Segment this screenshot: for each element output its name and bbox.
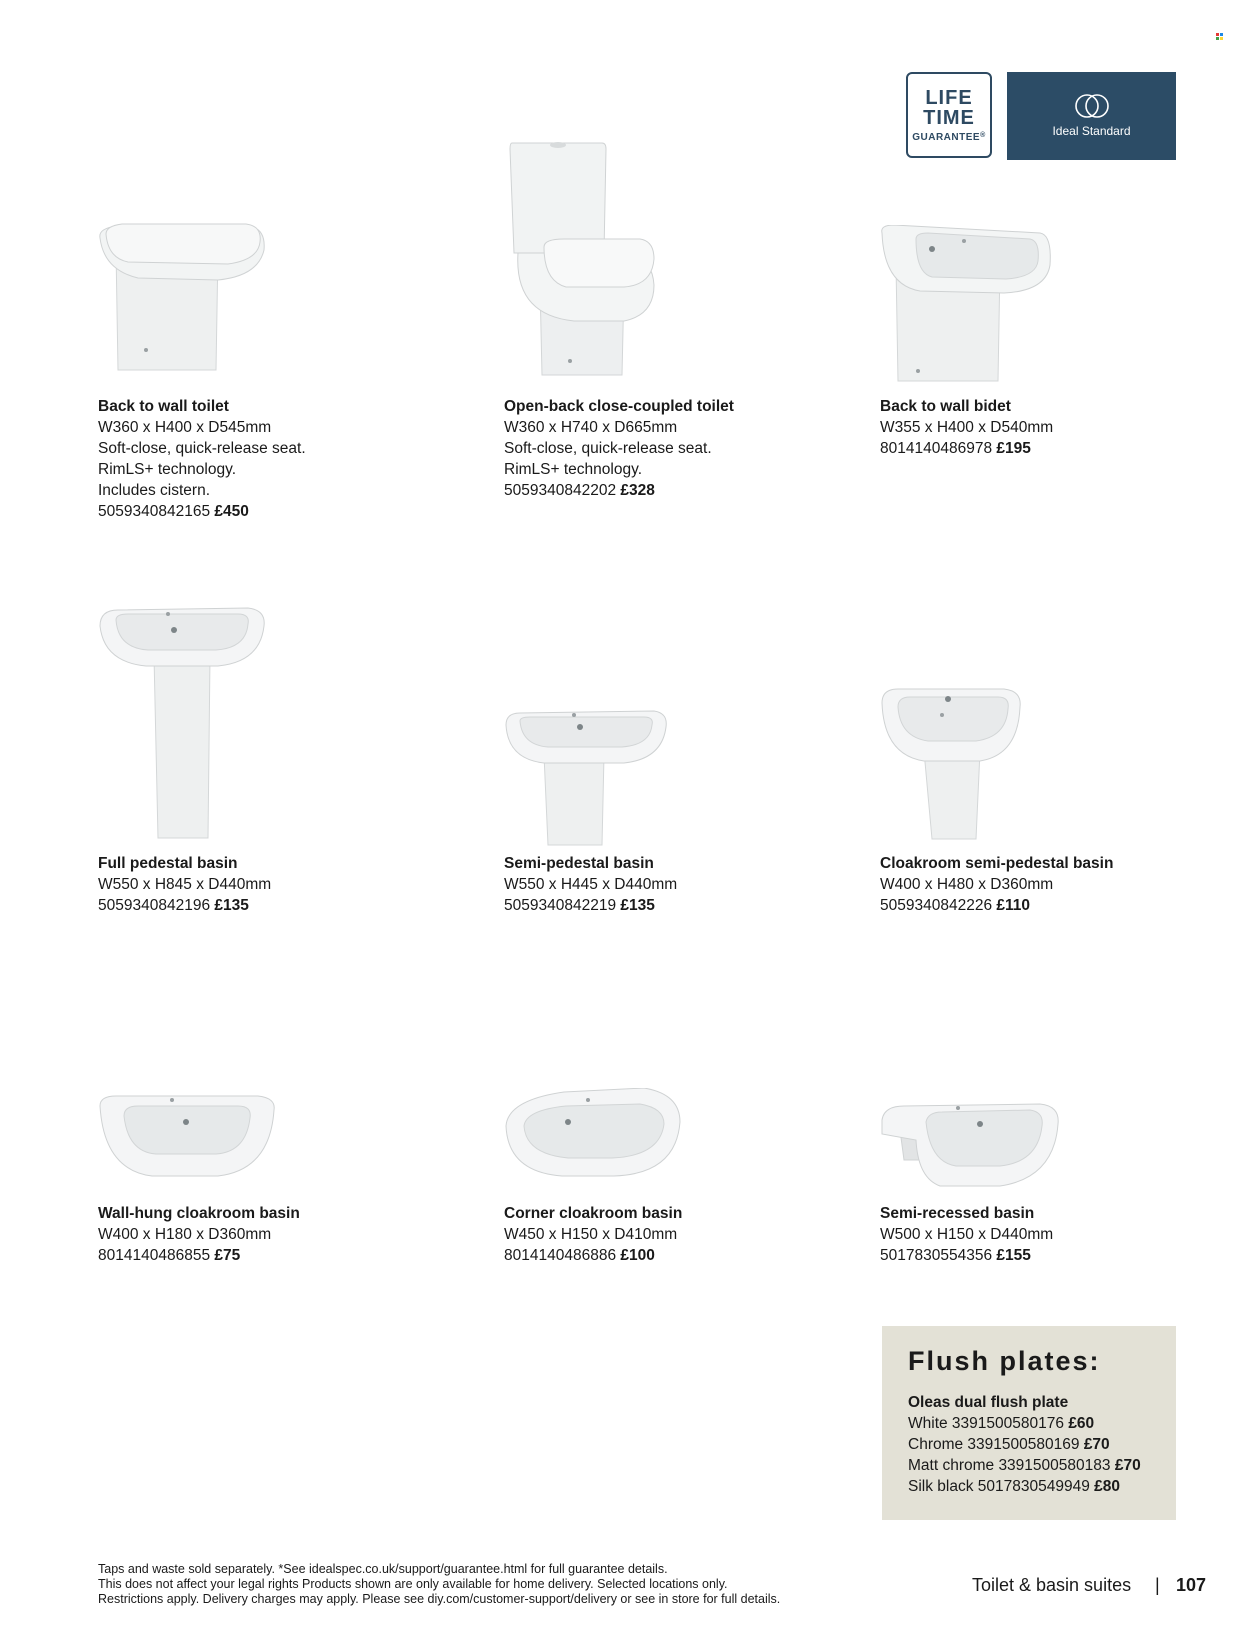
product-dimensions: W360 x H400 x D545mm bbox=[98, 419, 272, 436]
section-title: Toilet & basin suites bbox=[972, 1575, 1132, 1595]
close-coupled-toilet-image bbox=[504, 135, 664, 383]
product-text bbox=[880, 853, 1113, 916]
list-item: White 3391500580176 £60 bbox=[908, 1415, 1095, 1432]
product-title: Full pedestal basin bbox=[98, 855, 238, 872]
product-feature: Soft-close, quick-release seat. bbox=[98, 440, 306, 457]
back-to-wall-toilet-image bbox=[98, 220, 268, 380]
product-text bbox=[504, 1203, 682, 1266]
product-dimensions: W450 x H150 x D410mm bbox=[504, 1226, 678, 1243]
product-dimensions: W400 x H180 x D360mm bbox=[98, 1226, 272, 1243]
list-item: Matt chrome 3391500580183 £70 bbox=[908, 1457, 1141, 1474]
product-feature: RimLS+ technology. bbox=[98, 461, 236, 478]
cloakroom-semi-pedestal-basin-image bbox=[880, 685, 1040, 845]
product-price: £135 bbox=[214, 897, 249, 914]
corner-basin-image bbox=[504, 1088, 684, 1180]
product-price: £110 bbox=[996, 897, 1031, 914]
corner-mark bbox=[1216, 33, 1224, 41]
flush-plate-product: Oleas dual flush plate bbox=[908, 1394, 1069, 1411]
footer-separator: | bbox=[1155, 1575, 1160, 1595]
product-dimensions: W355 x H400 x D540mm bbox=[880, 419, 1054, 436]
bidet-image bbox=[880, 225, 1060, 385]
product-dimensions: W550 x H445 x D440mm bbox=[504, 876, 678, 893]
product-code: 5017830554356 bbox=[880, 1247, 993, 1264]
product-code-price bbox=[880, 895, 1113, 916]
flush-plates-list bbox=[908, 1392, 1141, 1497]
badge-line-3: GUARANTEE® bbox=[912, 132, 986, 143]
product-text bbox=[880, 1203, 1053, 1266]
product-price: £75 bbox=[214, 1247, 241, 1264]
product-code: 8014140486978 bbox=[880, 440, 993, 457]
semi-pedestal-basin-image bbox=[504, 705, 674, 855]
product-price: £195 bbox=[996, 440, 1031, 457]
product-code-price bbox=[98, 1245, 300, 1266]
product-code-price bbox=[880, 438, 1053, 459]
product-code: 5059340842226 bbox=[880, 897, 993, 914]
product-feature: RimLS+ technology. bbox=[504, 461, 642, 478]
product-title: Wall-hung cloakroom basin bbox=[98, 1205, 300, 1222]
legal-line: Taps and waste sold separately. *See idealspec.co.uk/support/guarantee.html for full guarantee details. bbox=[98, 1562, 668, 1576]
product-text bbox=[880, 396, 1053, 459]
product-code: 5059340842165 bbox=[98, 503, 211, 520]
product-code-price bbox=[880, 1245, 1053, 1266]
product-title: Cloakroom semi-pedestal basin bbox=[880, 855, 1114, 872]
product-code-price bbox=[98, 501, 306, 522]
flush-plates-heading: Flush plates: bbox=[908, 1346, 1101, 1376]
page-number: 107 bbox=[1176, 1575, 1207, 1595]
wall-hung-basin-image bbox=[98, 1092, 278, 1182]
lifetime-guarantee-badge bbox=[906, 72, 992, 158]
product-feature: Soft-close, quick-release seat. bbox=[504, 440, 712, 457]
product-price: £328 bbox=[620, 482, 655, 499]
product-code: 8014140486886 bbox=[504, 1247, 617, 1264]
product-code: 5059340842219 bbox=[504, 897, 617, 914]
legal-disclaimer bbox=[98, 1562, 780, 1607]
product-dimensions: W400 x H480 x D360mm bbox=[880, 876, 1054, 893]
list-item: Chrome 3391500580169 £70 bbox=[908, 1436, 1110, 1453]
product-price: £100 bbox=[620, 1247, 655, 1264]
product-price: £135 bbox=[620, 897, 655, 914]
product-title: Semi-recessed basin bbox=[880, 1205, 1035, 1222]
product-dimensions: W360 x H740 x D665mm bbox=[504, 419, 678, 436]
product-code-price bbox=[504, 1245, 682, 1266]
badge-line-1: LIFE bbox=[925, 87, 973, 109]
product-text bbox=[98, 396, 306, 522]
product-feature: Includes cistern. bbox=[98, 482, 210, 499]
interlocking-rings-logo-icon bbox=[1072, 92, 1112, 120]
product-code: 8014140486855 bbox=[98, 1247, 211, 1264]
product-dimensions: W550 x H845 x D440mm bbox=[98, 876, 272, 893]
product-text bbox=[98, 1203, 300, 1266]
product-dimensions: W500 x H150 x D440mm bbox=[880, 1226, 1054, 1243]
flush-plates-panel bbox=[882, 1326, 1176, 1520]
legal-line: This does not affect your legal rights Products shown are only available for home delivery. Selected locations only. bbox=[98, 1577, 728, 1591]
badge-line-2: TIME bbox=[923, 107, 975, 129]
product-code-price bbox=[504, 480, 734, 501]
product-code: 5059340842196 bbox=[98, 897, 211, 914]
product-title: Back to wall bidet bbox=[880, 398, 1011, 415]
product-code: 5059340842202 bbox=[504, 482, 617, 499]
product-title: Semi-pedestal basin bbox=[504, 855, 654, 872]
product-price: £155 bbox=[996, 1247, 1031, 1264]
product-code-price bbox=[98, 895, 271, 916]
product-title: Corner cloakroom basin bbox=[504, 1205, 683, 1222]
product-title: Open-back close-coupled toilet bbox=[504, 398, 734, 415]
product-text bbox=[504, 396, 734, 501]
product-code-price bbox=[504, 895, 677, 916]
full-pedestal-basin-image bbox=[98, 600, 268, 840]
list-item: Silk black 5017830549949 £80 bbox=[908, 1478, 1121, 1495]
product-price: £450 bbox=[214, 503, 249, 520]
legal-line: Restrictions apply. Delivery charges may apply. Please see diy.com/customer-support/delivery or see in store for full details. bbox=[98, 1592, 781, 1606]
product-text bbox=[98, 853, 271, 916]
product-text bbox=[504, 853, 677, 916]
brand-name: Ideal Standard bbox=[1052, 124, 1131, 138]
product-title: Back to wall toilet bbox=[98, 398, 229, 415]
semi-recessed-basin-image bbox=[880, 1100, 1060, 1192]
brand-logo bbox=[1007, 72, 1176, 160]
